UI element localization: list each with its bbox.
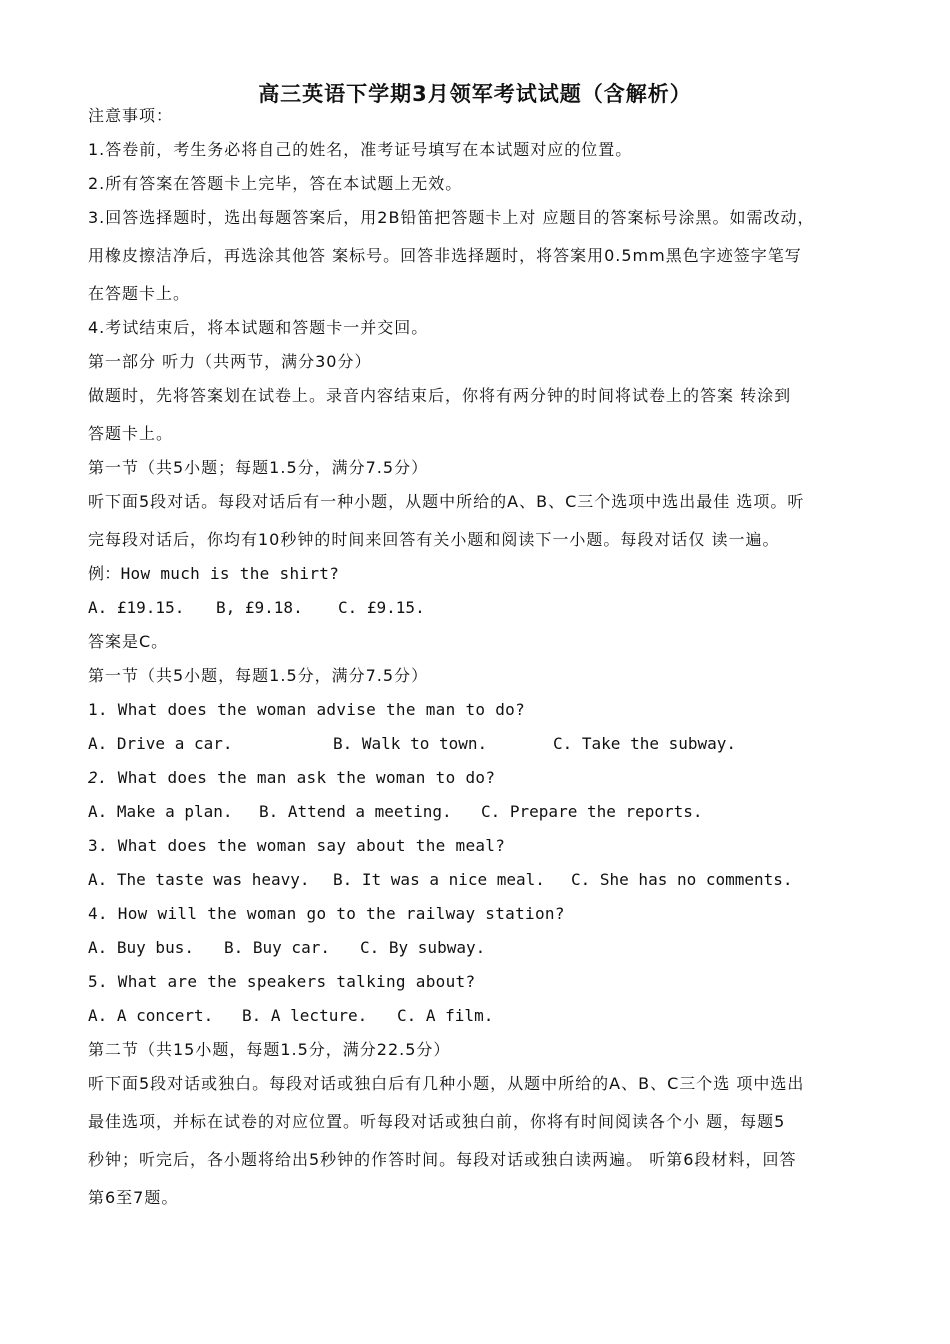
question-5-option-c: C. A film. bbox=[397, 1006, 494, 1025]
example-question: 例：How much is the shirt? bbox=[88, 564, 340, 583]
question-5: 5. What are the speakers talking about? bbox=[88, 972, 476, 991]
question-3-option-a: A. The taste was heavy. bbox=[88, 870, 310, 889]
example-option-b: B, £9.18. bbox=[216, 598, 303, 617]
question-4-option-a: A. Buy bus. bbox=[88, 938, 194, 957]
question-2-text: What does the man ask the woman to do? bbox=[107, 768, 496, 787]
question-1: 1. What does the woman advise the man to do? bbox=[88, 700, 526, 719]
example-option-c: C. £9.15. bbox=[338, 598, 425, 617]
question-4: 4. How will the woman go to the railway station? bbox=[88, 904, 565, 923]
page-title: 高三英语下学期3月领军考试试题（含解析） bbox=[258, 82, 692, 106]
question-5-option-a: A. A concert. bbox=[88, 1006, 214, 1025]
section2-intro-line-4: 第6至7题。 bbox=[88, 1188, 179, 1207]
section1-heading-repeat: 第一节（共5小题，每题1.5分，满分7.5分） bbox=[88, 666, 429, 685]
question-2-option-c: C. Prepare the reports. bbox=[481, 802, 703, 821]
question-2-number: 2. bbox=[88, 768, 108, 787]
question-4-option-b: B. Buy car. bbox=[224, 938, 330, 957]
section2-intro-line-1: 听下面5段对话或独白。每段对话或独白后有几种小题，从题中所给的A、B、C三个选 项中选出 bbox=[88, 1074, 805, 1093]
example-answer: 答案是C。 bbox=[88, 632, 169, 651]
notice-item-1: 1.答卷前，考生务必将自己的姓名，准考证号填写在本试题对应的位置。 bbox=[88, 140, 633, 159]
section2-intro-line-3: 秒钟；听完后，各小题将给出5秒钟的作答时间。每段对话或独白读两遍。 听第6段材料，回答 bbox=[88, 1150, 797, 1169]
question-1-option-c: C. Take the subway. bbox=[553, 734, 737, 753]
notice-item-4: 4.考试结束后，将本试题和答题卡一并交回。 bbox=[88, 318, 429, 337]
example-option-a: A. £19.15. bbox=[88, 598, 185, 617]
part1-intro-line-2: 答题卡上。 bbox=[88, 424, 174, 443]
question-2 bbox=[88, 768, 495, 788]
notice-item-3-line-2: 用橡皮擦洁净后，再选涂其他答 案标号。回答非选择题时，将答案用0.5mm黑色字迹签字笔写 bbox=[88, 246, 802, 265]
question-4-option-c: C. By subway. bbox=[360, 938, 486, 957]
part1-heading: 第一部分 听力（共两节，满分30分） bbox=[88, 352, 372, 371]
notice-item-2: 2.所有答案在答题卡上完毕，答在本试题上无效。 bbox=[88, 174, 463, 193]
section2-heading: 第二节（共15小题，每题1.5分，满分22.5分） bbox=[88, 1040, 451, 1059]
notice-heading: 注意事项： bbox=[88, 106, 174, 125]
question-1-option-a: A. Drive a car. bbox=[88, 734, 233, 753]
section2-intro-line-2: 最佳选项，并标在试卷的对应位置。听每段对话或独白前，你将有时间阅读各个小 题，每题5 bbox=[88, 1112, 786, 1131]
part1-intro-line-1: 做题时，先将答案划在试卷上。录音内容结束后，你将有两分钟的时间将试卷上的答案 转涂到 bbox=[88, 386, 792, 405]
section1-heading: 第一节（共5小题；每题1.5分，满分7.5分） bbox=[88, 458, 429, 477]
question-2-option-a: A. Make a plan. bbox=[88, 802, 233, 821]
question-1-option-b: B. Walk to town. bbox=[333, 734, 488, 753]
question-3-option-c: C. She has no comments. bbox=[571, 870, 793, 889]
question-3: 3. What does the woman say about the meal? bbox=[88, 836, 506, 855]
section1-intro-line-2: 完每段对话后，你均有10秒钟的时间来回答有关小题和阅读下一小题。每段对话仅 读一遍。 bbox=[88, 530, 780, 549]
question-3-option-b: B. It was a nice meal. bbox=[333, 870, 545, 889]
question-5-option-b: B. A lecture. bbox=[242, 1006, 368, 1025]
notice-item-3-line-1: 3.回答选择题时，选出每题答案后，用2B铅笛把答题卡上对 应题目的答案标号涂黑。如需改动， bbox=[88, 208, 815, 227]
question-2-option-b: B. Attend a meeting. bbox=[259, 802, 452, 821]
section1-intro-line-1: 听下面5段对话。每段对话后有一种小题，从题中所给的A、B、C三个选项中选出最佳 选项。听 bbox=[88, 492, 805, 511]
notice-item-3-line-3: 在答题卡上。 bbox=[88, 284, 191, 303]
